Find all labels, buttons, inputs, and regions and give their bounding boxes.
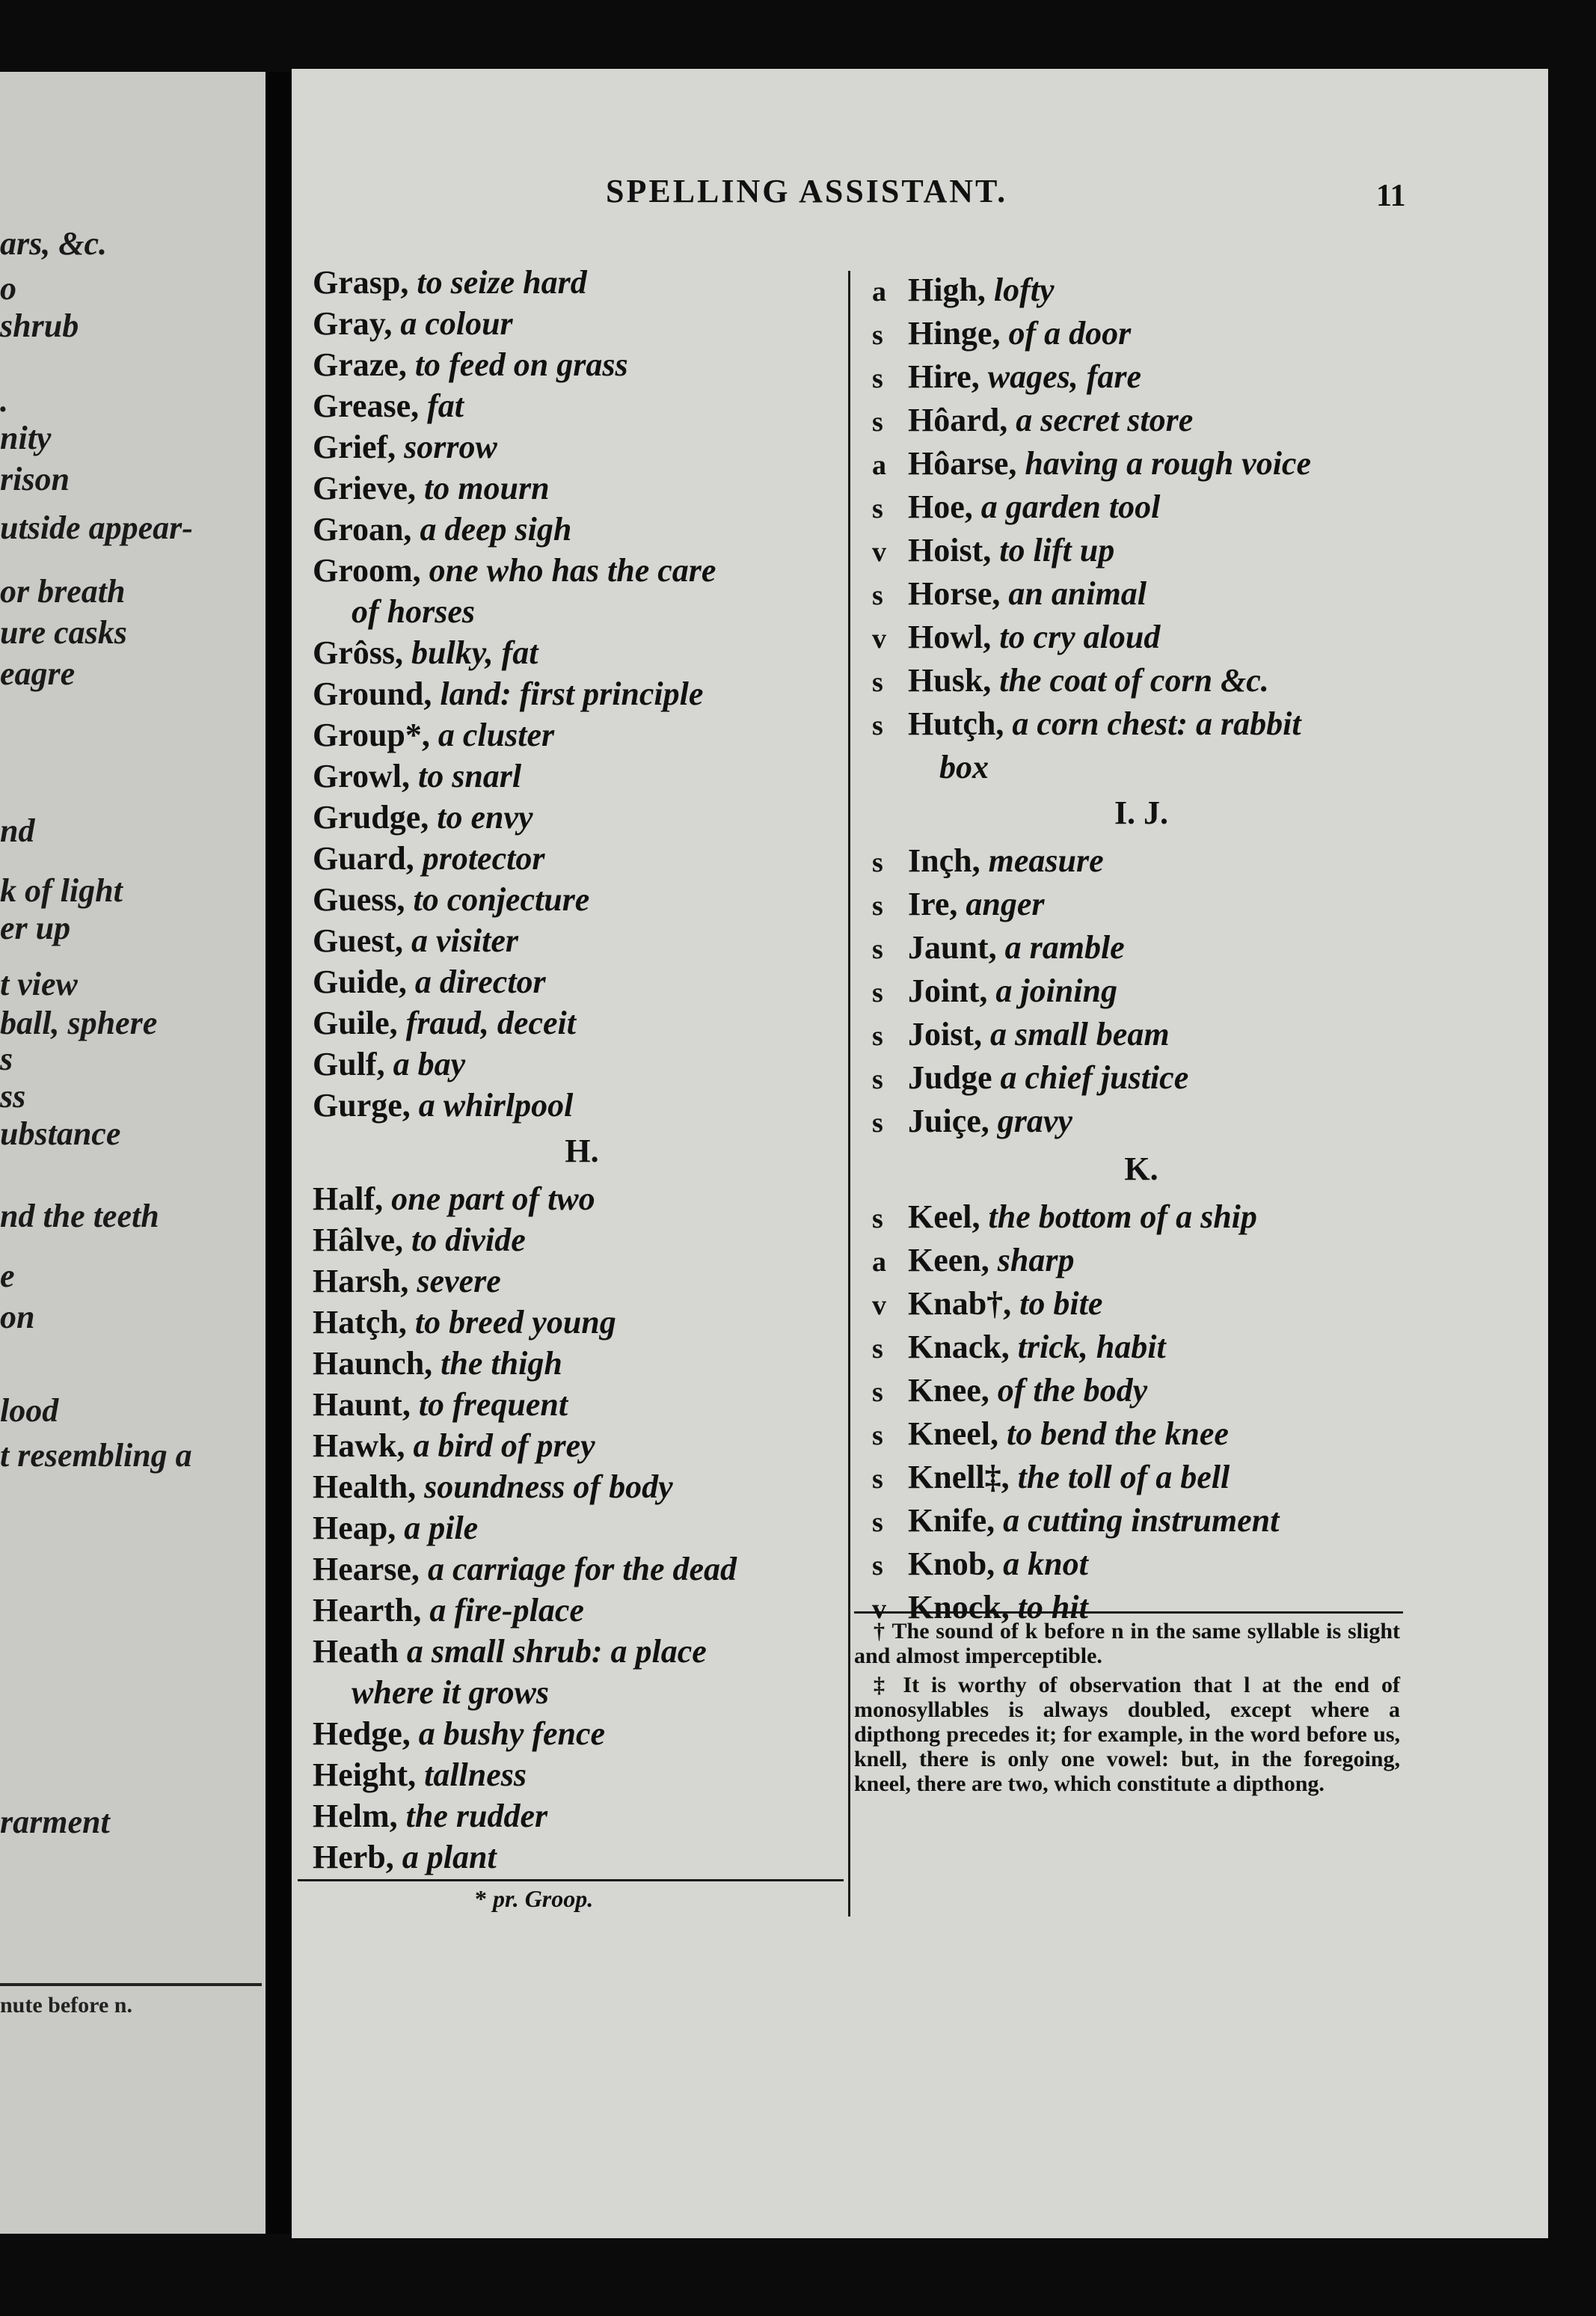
part-of-speech: v [872, 623, 886, 655]
dictionary-entry [872, 927, 1411, 970]
dictionary-entry [313, 714, 851, 756]
part-of-speech: s [872, 890, 883, 922]
definition: of a door [1008, 315, 1132, 352]
left-page-fragment-line: or breath [0, 573, 126, 610]
definition: a corn chest: a rabbit [1012, 705, 1301, 742]
definition: measure [988, 842, 1104, 879]
definition: a director [414, 964, 546, 1000]
running-head: SPELLING ASSISTANT. [606, 173, 1008, 209]
part-of-speech: v [872, 536, 886, 568]
left-page-fragment-line: e [0, 1257, 15, 1294]
dictionary-entry [872, 1500, 1411, 1543]
headword: Knife, [908, 1502, 995, 1539]
dictionary-entry [313, 838, 851, 879]
left-page-fragment-line: lood [0, 1392, 59, 1429]
definition: to envy [437, 799, 533, 836]
definition: to hit [1017, 1589, 1088, 1626]
definition: a joining [995, 972, 1117, 1009]
dictionary-entry [313, 673, 851, 714]
definition: to conjecture [413, 881, 590, 918]
left-page-note: nute before n. [0, 1993, 132, 2018]
headword: Keel, [908, 1198, 980, 1235]
definition: a bird of prey [413, 1427, 595, 1464]
part-of-speech: s [872, 1550, 883, 1581]
headword: Guide, [313, 964, 407, 1000]
headword: Hutçh, [908, 705, 1004, 742]
headword: Helm, [313, 1798, 398, 1834]
left-column [313, 262, 851, 1878]
footnote-knell: ‡ It is worthy of observation that l at the end of monosyllables is always doubled, except where a dipthong precedes it; for example, in the word before us, knell, there is only one vowel: but, in the foregoing, kneel, there are two, which constitute a dipthong. [854, 1673, 1400, 1796]
definition: fraud, deceit [405, 1005, 576, 1041]
dictionary-entry [313, 1260, 851, 1302]
dictionary-entry [313, 1384, 851, 1425]
definition: a knot [1003, 1545, 1088, 1582]
headword: Kneel, [908, 1415, 998, 1452]
definition: to feed on grass [414, 346, 628, 383]
dictionary-entry [313, 468, 851, 509]
headword: Half, [313, 1180, 384, 1217]
definition: a cutting instrument [1003, 1502, 1280, 1539]
section-heading-h: H. [565, 1133, 599, 1169]
dictionary-entry [313, 920, 851, 961]
headword: Guile, [313, 1005, 398, 1041]
dictionary-entry [872, 660, 1411, 703]
dictionary-entry [313, 1466, 851, 1507]
part-of-speech: s [872, 1203, 883, 1234]
book-page [292, 69, 1548, 2238]
dictionary-entry [313, 1795, 851, 1836]
left-page-fragment-line: ubstance [0, 1115, 121, 1152]
entries-h-cont [872, 269, 1411, 788]
headword: Grieve, [313, 470, 417, 506]
headword: Groan, [313, 511, 412, 548]
left-page-fragment-line: rarment [0, 1804, 110, 1840]
headword: Hawk, [313, 1427, 405, 1464]
headword: Height, [313, 1756, 417, 1793]
headword: Judge [908, 1059, 992, 1096]
headword: Hoe, [908, 488, 973, 525]
entries-g [313, 262, 851, 1126]
dictionary-entry [313, 756, 851, 797]
headword: Knell‡, [908, 1459, 1010, 1495]
definition: a plant [402, 1839, 497, 1875]
part-of-speech: s [872, 1064, 883, 1095]
headword: Hatçh, [313, 1304, 407, 1341]
definition: a whirlpool [418, 1087, 574, 1124]
footnote-text: pr. Groop. [493, 1885, 594, 1912]
part-of-speech: a [872, 1246, 886, 1278]
definition: anger [966, 886, 1045, 922]
left-page-fragment-line: er up [0, 910, 71, 946]
dictionary-entry [872, 1456, 1411, 1500]
left-page-fragment-line: ball, sphere [0, 1005, 158, 1041]
footnote-groop [475, 1885, 593, 1913]
headword: Horse, [908, 575, 1001, 612]
definition: a small shrub: a place [406, 1633, 707, 1670]
headword: Hinge, [908, 315, 1001, 352]
headword: Gray, [313, 305, 393, 342]
headword: Guess, [313, 881, 405, 918]
definition-continuation: where it grows [352, 1674, 550, 1711]
page-number: 11 [1376, 179, 1406, 213]
headword: Hâlve, [313, 1222, 403, 1258]
definition: bulky, fat [411, 634, 538, 671]
headword: Guest, [313, 922, 403, 959]
definition: gravy [997, 1103, 1072, 1139]
part-of-speech: v [872, 1290, 886, 1321]
dictionary-entry [313, 1219, 851, 1260]
headword: Hôarse, [908, 445, 1017, 482]
dictionary-entry [313, 1590, 851, 1631]
left-page-fragment-line: . [0, 382, 8, 419]
dictionary-entry [872, 486, 1411, 530]
part-of-speech: a [872, 276, 886, 307]
definition: to mourn [424, 470, 550, 506]
dictionary-entry [313, 1044, 851, 1085]
headword: Grease, [313, 387, 420, 424]
headword: Joint, [908, 972, 988, 1009]
section-heading-ij: I. J. [1114, 794, 1169, 831]
definition: a garden tool [980, 488, 1161, 525]
book-gutter [266, 72, 291, 2234]
headword: Hoist, [908, 532, 992, 569]
dictionary-entry [872, 530, 1411, 573]
part-of-speech: s [872, 1376, 883, 1408]
headword: Health, [313, 1468, 417, 1505]
definition: the rudder [405, 1798, 548, 1834]
headword: Herb, [313, 1839, 394, 1875]
dictionary-entry [872, 1240, 1411, 1283]
dictionary-entry [872, 573, 1411, 616]
dictionary-entry [313, 1085, 851, 1126]
entries-k [872, 1196, 1411, 1630]
left-page-fragment [0, 72, 274, 2234]
headword: Keen, [908, 1242, 989, 1278]
definition: severe [417, 1263, 501, 1299]
part-of-speech: s [872, 406, 883, 438]
headword: Graze, [313, 346, 407, 383]
definition: having a rough voice [1025, 445, 1311, 482]
headword: Hedge, [313, 1715, 411, 1752]
definition: a bushy fence [418, 1715, 606, 1752]
definition: one who has the care [429, 552, 716, 589]
headword: Grief, [313, 429, 396, 465]
footnote-mark: * [475, 1885, 487, 1912]
definition: a bay [393, 1046, 466, 1082]
definition: fat [427, 387, 464, 424]
definition: the bottom of a ship [988, 1198, 1257, 1235]
headword: Knee, [908, 1372, 989, 1409]
dictionary-entry [313, 1178, 851, 1219]
headword: Grudge, [313, 799, 429, 836]
dictionary-entry [313, 1002, 851, 1044]
headword: Jaunt, [908, 929, 997, 966]
dictionary-entry [313, 344, 851, 385]
headword: Hearse, [313, 1551, 420, 1587]
definition: to cry aloud [999, 619, 1161, 655]
left-page-fragment-line: nd the teeth [0, 1198, 159, 1234]
part-of-speech: s [872, 580, 883, 611]
part-of-speech: s [872, 1463, 883, 1495]
headword: Ire, [908, 886, 958, 922]
definition: a colour [400, 305, 513, 342]
part-of-speech: s [872, 493, 883, 524]
headword: Hearth, [313, 1592, 422, 1629]
part-of-speech: s [872, 1420, 883, 1451]
left-page-fragment-line: shrub [0, 307, 79, 344]
dictionary-entry [872, 883, 1411, 927]
left-page-fragment-line: rison [0, 461, 70, 497]
dictionary-entry [313, 385, 851, 426]
part-of-speech: s [872, 1107, 883, 1139]
dictionary-entry [313, 1343, 851, 1384]
definition: sorrow [404, 429, 497, 465]
headword: Heath [313, 1633, 399, 1670]
definition: to frequent [418, 1386, 568, 1423]
headword: Juiçe, [908, 1103, 989, 1139]
part-of-speech: s [872, 667, 883, 698]
dictionary-entry [313, 961, 851, 1002]
definition: an animal [1008, 575, 1147, 612]
footnotes [854, 1619, 1400, 1801]
definition: land: first principle [440, 676, 704, 712]
headword: Guard, [313, 840, 414, 877]
part-of-speech: s [872, 319, 883, 351]
headword: Groom, [313, 552, 421, 589]
left-page-fragment-line: utside appear- [0, 509, 193, 546]
dictionary-entry [872, 1326, 1411, 1370]
part-of-speech: s [872, 847, 883, 878]
dictionary-entry [872, 1196, 1411, 1240]
part-of-speech: s [872, 977, 883, 1008]
definition: to snarl [417, 758, 522, 794]
definition-continuation: of horses [352, 593, 476, 630]
dictionary-entry [872, 1543, 1411, 1587]
left-page-fragment-line: nity [0, 420, 52, 456]
definition-continuation: box [939, 749, 989, 785]
dictionary-entry [872, 840, 1411, 883]
part-of-speech: s [872, 363, 883, 394]
dictionary-entry [872, 970, 1411, 1014]
dictionary-entry [872, 1413, 1411, 1456]
left-page-fragment-line: eagre [0, 655, 76, 692]
footnote-knab: † The sound of k before n in the same syllable is slight and almost imperceptible. [854, 1619, 1400, 1668]
part-of-speech: v [872, 1593, 886, 1625]
dictionary-entry [313, 303, 851, 344]
headword: Haunch, [313, 1345, 433, 1382]
headword: Gulf, [313, 1046, 385, 1082]
dictionary-entry [872, 443, 1411, 486]
headword: Harsh, [313, 1263, 409, 1299]
definition: a pile [404, 1510, 479, 1546]
left-page-fragment-line: on [0, 1299, 35, 1335]
definition: to breed young [414, 1304, 616, 1341]
footnote-rule-left [298, 1879, 844, 1881]
dictionary-entry [313, 1425, 851, 1466]
definition: a deep sigh [420, 511, 572, 548]
headword: Joist, [908, 1016, 982, 1053]
dictionary-entry [872, 1100, 1411, 1144]
part-of-speech: s [872, 1333, 883, 1364]
entries-ij [872, 840, 1411, 1144]
dictionary-entry [872, 313, 1411, 356]
definition: trick, habit [1017, 1329, 1166, 1365]
dictionary-entry [872, 399, 1411, 443]
headword: Ground, [313, 676, 432, 712]
section-heading-k: K. [1124, 1151, 1158, 1187]
dictionary-entry [872, 1014, 1411, 1057]
definition: tallness [424, 1756, 527, 1793]
definition: the coat of corn &c. [999, 662, 1269, 699]
part-of-speech: s [872, 1020, 883, 1052]
part-of-speech: s [872, 1507, 883, 1538]
dictionary-entry [872, 269, 1411, 313]
dictionary-entry [872, 356, 1411, 399]
left-page-fragment-line: ars, &c. [0, 225, 107, 262]
definition: to lift up [999, 532, 1115, 569]
dictionary-entry [313, 1631, 851, 1713]
headword: Growl, [313, 758, 410, 794]
definition: a ramble [1004, 929, 1125, 966]
left-page-rule [0, 1983, 262, 1986]
definition: a chief justice [1000, 1059, 1189, 1096]
dictionary-entry [313, 797, 851, 838]
headword: Knab†, [908, 1285, 1012, 1322]
dictionary-entry [872, 616, 1411, 660]
left-page-fragment-line: k of light [0, 872, 123, 909]
dictionary-entry [313, 1836, 851, 1878]
headword: Hôard, [908, 402, 1008, 438]
dictionary-entry [313, 1507, 851, 1548]
part-of-speech: a [872, 450, 886, 481]
definition: to bend the knee [1006, 1415, 1229, 1452]
definition: of the body [997, 1372, 1148, 1409]
dictionary-entry [872, 1370, 1411, 1413]
dictionary-entry [313, 1302, 851, 1343]
left-page-fragment-line: ss [0, 1078, 26, 1115]
definition: the thigh [441, 1345, 562, 1382]
dictionary-entry [313, 426, 851, 468]
dictionary-entry [313, 632, 851, 673]
headword: Heap, [313, 1510, 396, 1546]
definition: a small beam [990, 1016, 1170, 1053]
definition: lofty [993, 272, 1055, 308]
headword: Grasp, [313, 264, 409, 301]
definition: a secret store [1016, 402, 1194, 438]
definition: soundness of body [424, 1468, 673, 1505]
definition: to divide [411, 1222, 526, 1258]
headword: Haunt, [313, 1386, 411, 1423]
left-page-fragment-line: ure casks [0, 614, 127, 651]
headword: High, [908, 272, 986, 308]
dictionary-entry [313, 879, 851, 920]
dictionary-entry [313, 1754, 851, 1795]
part-of-speech: s [872, 710, 883, 741]
definition: to bite [1019, 1285, 1103, 1322]
left-page-fragment-line: s [0, 1041, 13, 1077]
left-page-fragment-line: t view [0, 966, 78, 1002]
headword: Howl, [908, 619, 992, 655]
headword: Knob, [908, 1545, 995, 1582]
definition: to seize hard [417, 264, 587, 301]
dictionary-entry [313, 1548, 851, 1590]
definition: protector [422, 840, 545, 877]
definition: one part of two [391, 1180, 595, 1217]
headword: Knack, [908, 1329, 1010, 1365]
headword: Knock, [908, 1589, 1010, 1626]
dictionary-entry [313, 1713, 851, 1754]
definition: a carriage for the dead [427, 1551, 737, 1587]
dictionary-entry [872, 703, 1411, 788]
left-page-fragment-line: nd [0, 812, 35, 849]
entries-h [313, 1178, 851, 1878]
left-page-fragment-line: t resembling a [0, 1437, 192, 1474]
definition: a visiter [411, 922, 518, 959]
dictionary-entry [313, 509, 851, 550]
right-column [872, 269, 1411, 1630]
definition: a cluster [438, 717, 555, 753]
definition: sharp [997, 1242, 1075, 1278]
headword: Inçh, [908, 842, 980, 879]
headword: Hire, [908, 358, 980, 395]
headword: Husk, [908, 662, 992, 699]
headword: Group*, [313, 717, 430, 753]
headword: Gurge, [313, 1087, 411, 1124]
definition: wages, fare [987, 358, 1142, 395]
part-of-speech: s [872, 934, 883, 965]
dictionary-entry [872, 1057, 1411, 1100]
definition: the toll of a bell [1017, 1459, 1230, 1495]
left-page-fragment-line: o [0, 270, 16, 307]
headword: Grôss, [313, 634, 403, 671]
dictionary-entry [313, 262, 851, 303]
definition: a fire-place [429, 1592, 584, 1629]
dictionary-entry [872, 1283, 1411, 1326]
dictionary-entry [313, 550, 851, 632]
